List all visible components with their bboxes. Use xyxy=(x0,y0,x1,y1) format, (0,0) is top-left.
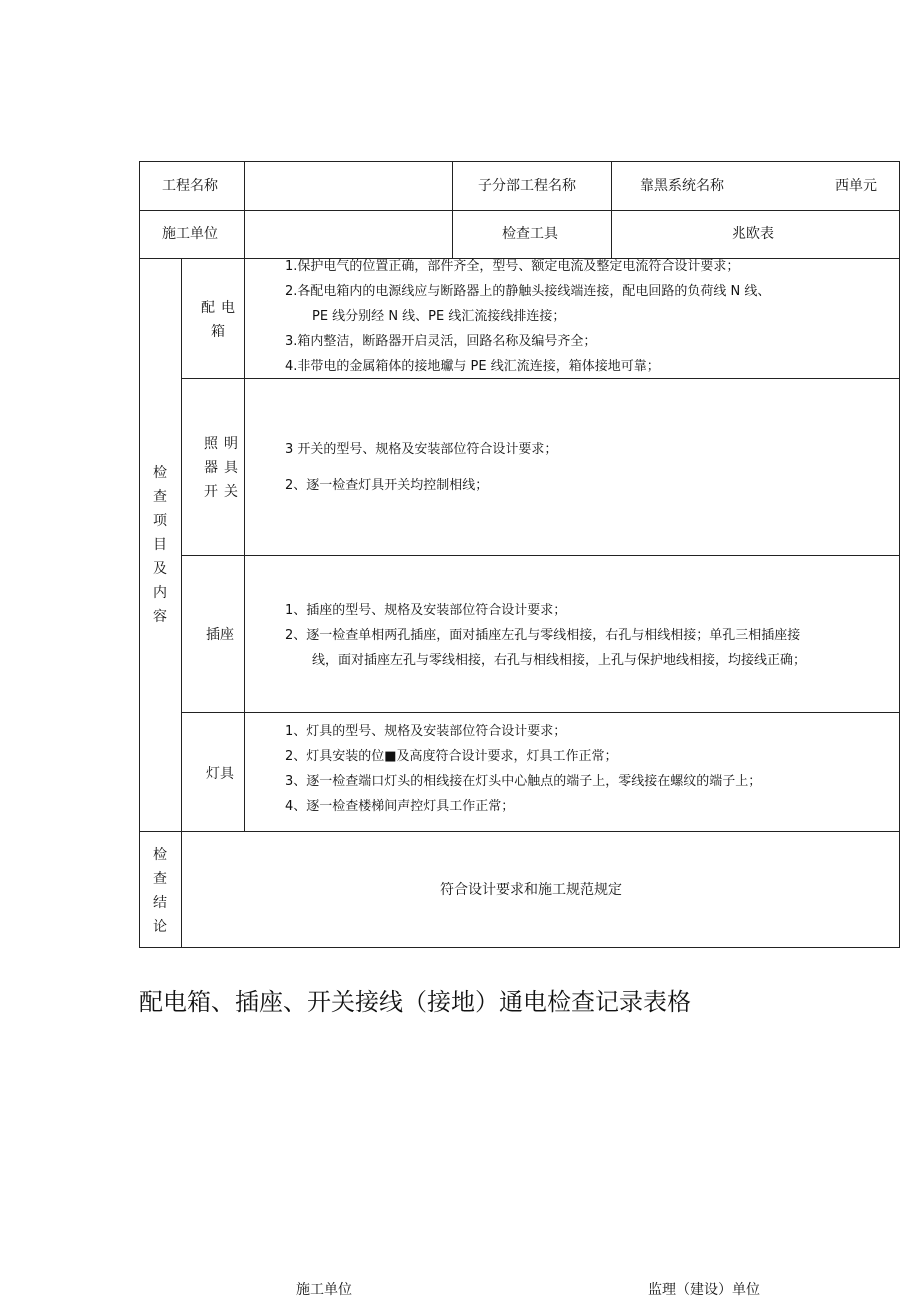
table-row-divider xyxy=(181,712,900,713)
socket-item: 1、插座的型号、规格及安装部位符合设计要求； xyxy=(285,603,567,618)
lamp-item: 2、灯具安装的位■及高度符合设计要求，灯具工作正常； xyxy=(285,749,618,764)
table-row-divider xyxy=(181,555,900,556)
lamp-item: 4、逐一检查楼梯间声控灯具工作正常； xyxy=(285,799,515,814)
conclusion-value: 符合设计要求和施工规范规定 xyxy=(440,882,622,898)
table-border-left xyxy=(139,161,140,948)
lighting-switch-item: 2、逐一检查灯具开关均控制相线； xyxy=(285,478,489,493)
document-title: 配电箱、插座、开关接线（接地）通电检查记录表格 xyxy=(139,988,691,1016)
lighting-switch-item: 3 开关的型号、规格及安装部位符合设计要求； xyxy=(285,442,558,457)
system-name-label: 靠黑系统名称 xyxy=(640,178,724,194)
distribution-box-item: 4.非带电的金属箱体的接地瓛与 PE 线汇流连接，箱体接地可靠； xyxy=(285,359,660,374)
construction-unit-signature-label: 施工单位 xyxy=(296,1282,352,1298)
distribution-box-item: 1.保护电气的位置正确，部件齐全，型号、额定电流及整定电流符合设计要求； xyxy=(285,259,740,274)
inspection-tool-label: 检查工具 xyxy=(502,226,558,242)
table-col-divider xyxy=(244,161,245,259)
socket-label: 插座 xyxy=(206,627,234,643)
construction-unit-label: 施工单位 xyxy=(162,226,218,242)
lamp-item: 1、灯具的型号、规格及安装部位符合设计要求； xyxy=(285,724,567,739)
distribution-box-item: PE 线分别经 N 线、PE 线汇流接线排连接； xyxy=(312,309,566,324)
table-col-divider xyxy=(181,831,182,948)
inspection-section-label: 检查项目及内容 xyxy=(153,465,167,625)
table-col-divider xyxy=(452,161,453,259)
socket-item: 2、逐一检查单相两孔插座，面对插座左孔与零线相接，右孔与相线相接；单孔三相插座接 xyxy=(285,628,801,643)
table-border-top xyxy=(139,161,900,162)
table-row-divider xyxy=(139,210,900,211)
table-border-bottom xyxy=(139,947,900,948)
lighting-switch-label: 照明器具开关 xyxy=(204,436,244,500)
project-name-label: 工程名称 xyxy=(162,178,218,194)
lamp-label: 灯具 xyxy=(206,766,234,782)
lamp-item: 3、逐一检查端口灯头的相线接在灯头中心触点的端子上，零线接在螺纹的端子上； xyxy=(285,774,762,789)
socket-item: 线，面对插座左孔与零线相接，右孔与相线相接，上孔与保护地线相接，均接线正确； xyxy=(312,653,807,668)
conclusion-label: 检查结论 xyxy=(153,847,167,935)
table-row-divider xyxy=(139,831,900,832)
sub-project-name-label: 子分部工程名称 xyxy=(478,178,576,194)
table-col-divider xyxy=(244,258,245,832)
table-col-divider xyxy=(611,161,612,259)
inspection-tool-value: 兆欧表 xyxy=(732,226,774,242)
table-col-divider xyxy=(181,258,182,832)
system-name-value: 西单元 xyxy=(835,178,877,194)
supervision-unit-signature-label: 监理（建设）单位 xyxy=(648,1282,760,1298)
distribution-box-item: 2.各配电箱内的电源线应与断路器上的静触头接线端连接，配电回路的负荷线 N 线、 xyxy=(285,284,771,299)
table-row-divider xyxy=(181,378,900,379)
distribution-box-item: 3.箱内整洁，断路器开启灵活，回路名称及编号齐全； xyxy=(285,334,597,349)
table-border-right xyxy=(899,161,900,948)
distribution-box-label: 配电箱 xyxy=(201,300,241,340)
